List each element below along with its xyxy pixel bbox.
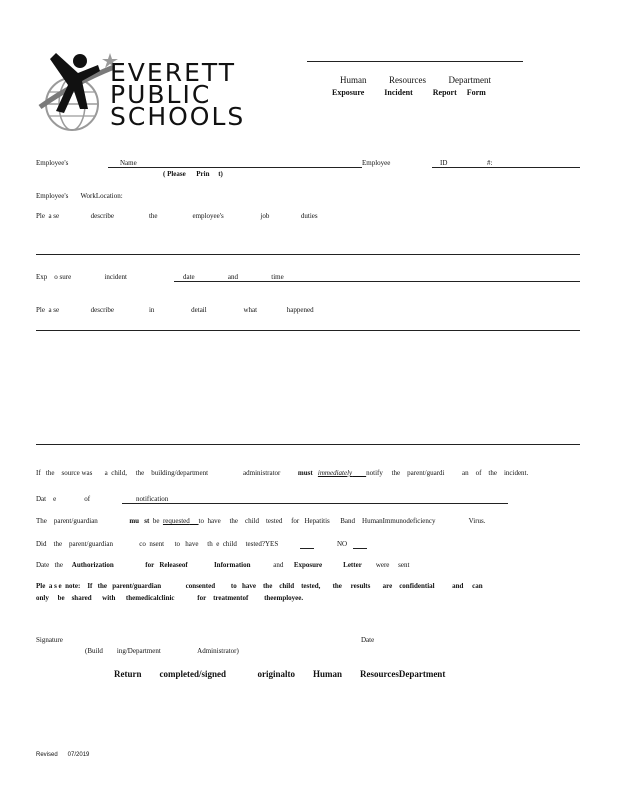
logo-line1: EVERETT xyxy=(110,58,236,87)
return-instruction: Return completed/signed originalto Human ResourcesDepartment xyxy=(114,669,446,679)
auth-and: and xyxy=(273,561,284,569)
auth-suffix: were sent xyxy=(375,561,410,569)
consent-no-label: NO xyxy=(337,540,348,548)
hash-label: #: xyxy=(487,159,493,167)
note-line2: only be shared with themedicalclinic for treatmentof theemployee. xyxy=(36,594,304,602)
notification-date-field[interactable] xyxy=(122,503,508,504)
source-prefix: If the source was a child, the building/department administrator xyxy=(36,469,281,477)
name-label: Name xyxy=(120,159,137,167)
header-line2: Exposure Incident Report Form xyxy=(332,88,486,97)
name-field[interactable] xyxy=(108,167,362,168)
duties-field[interactable] xyxy=(36,254,580,255)
hepatitis-must: mu st xyxy=(129,517,150,525)
happened-field-line1[interactable] xyxy=(36,330,580,331)
auth-letter: Letter xyxy=(343,561,362,569)
hepatitis-suffix: to have the child tested for Hepatitis Band HumanImmunodeficiency Virus. xyxy=(198,517,486,525)
please-print-note: ( Please Prin t) xyxy=(163,170,223,178)
hepatitis-text xyxy=(36,517,486,525)
source-child-text xyxy=(36,469,528,477)
must-text: must xyxy=(297,469,313,477)
work-location-label: Employee's WorkLocation: xyxy=(36,192,123,200)
id-label: ID xyxy=(440,159,448,167)
consent-yes-field[interactable] xyxy=(300,548,314,549)
hepatitis-prefix: The parent/guardian xyxy=(36,517,98,525)
consent-no-field[interactable] xyxy=(353,548,367,549)
header-rule xyxy=(307,61,523,62)
revised-date: Revised 07/2019 xyxy=(36,752,90,758)
signature-date-label: Date xyxy=(361,636,375,644)
employee-label: Employee's xyxy=(36,159,69,167)
hepatitis-be: be xyxy=(152,517,160,525)
auth-exposure: Exposure xyxy=(293,561,323,569)
signature-sub-label: (Build ing/Department Administrator) xyxy=(85,647,239,655)
immediately-text: immediately xyxy=(317,469,353,477)
exposure-incident-label: Exp o sure incident xyxy=(36,273,127,281)
exposure-date-label: date and time xyxy=(183,273,284,281)
auth-information: Information xyxy=(213,561,251,569)
employee-id-field[interactable] xyxy=(432,167,580,168)
logo-emblem xyxy=(34,47,120,133)
logo-line3: SCHOOLS xyxy=(110,102,246,131)
note-line1: Ple a s e note: If the parent/guardian consented to have the child tested, the results are confidential and can xyxy=(36,582,483,590)
happened-field-line2[interactable] xyxy=(36,444,580,445)
auth-prefix: Date the xyxy=(36,561,64,569)
exposure-date-field[interactable] xyxy=(174,281,580,282)
employee-id-label: Employee xyxy=(362,159,391,167)
header-line1: Human Resources Department xyxy=(340,75,491,85)
notification-date-label: Dat e of xyxy=(36,495,91,503)
source-suffix: notify the parent/guardi an of the incident. xyxy=(366,469,529,477)
notification-label: notification xyxy=(136,495,169,503)
authorization-text xyxy=(36,561,409,569)
logo xyxy=(34,47,246,133)
describe-duties-label: Ple a se describe the employee's job duties xyxy=(36,212,318,220)
consent-question: Did the parent/guardian co nsent to have th e child tested?YES xyxy=(36,540,279,548)
auth-authorization: Authorization xyxy=(71,561,114,569)
auth-release: for Releaseof xyxy=(145,561,188,569)
logo-line2: PUBLIC xyxy=(110,80,212,109)
signature-label: Signature xyxy=(36,636,63,644)
describe-happened-label: Ple a se describe in detail what happened xyxy=(36,306,314,314)
hepatitis-requested: requested xyxy=(162,517,190,525)
